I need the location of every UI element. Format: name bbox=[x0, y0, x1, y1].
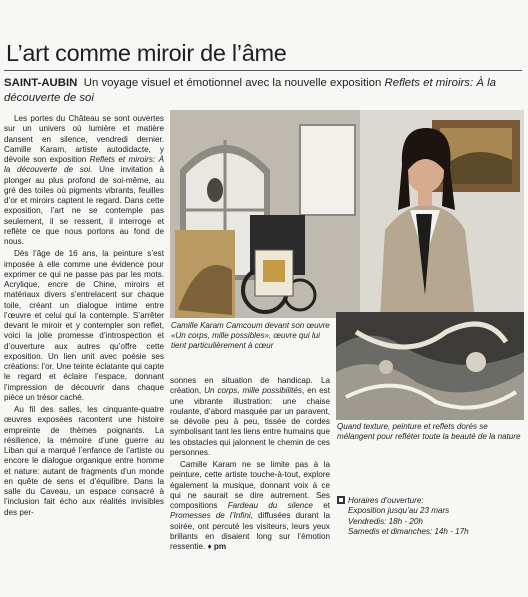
lead-exhibition-title: Reflets et miroirs: À la découverte de soi bbox=[4, 77, 496, 104]
author-signature: ♦ pm bbox=[207, 542, 227, 551]
paragraph-text: Camille Karam ne se limite pas à la peinture, cette artiste touche-à-tout, explore également la musique, donnant voix à ce qui ne saurait se dire autrement. Ses compositions bbox=[170, 460, 330, 510]
friday-hours: Vendredis: 18h - 20h bbox=[348, 516, 423, 526]
lead-place: SAINT-AUBIN bbox=[4, 77, 78, 89]
lead-text: Un voyage visuel et émotionnel avec la nouvelle exposition bbox=[83, 77, 382, 89]
composition-title: Promesses de l’Infini bbox=[170, 511, 251, 521]
headline-rule bbox=[4, 70, 522, 71]
paragraph bbox=[4, 114, 164, 247]
article-column-1 bbox=[4, 114, 164, 520]
headline: L’art comme miroir de l’âme bbox=[6, 40, 287, 66]
paragraph-text: Les portes du Château se sont ouvertes sur un univers où lumière et matière dansent en silence, vendredi dernier. Camille Karam, artiste autodidacte, y dévoile son exposition bbox=[4, 114, 164, 164]
paragraph: Au fil des salles, les cinquante-quatre œuvres exposées racontent une histoire empreinte de thèmes poignants. La résilience, la mémoire d’une guerre au Liban qui a marqué l’enfance de l’artiste ou encore le dialogue organique entre homme et nature: autant de fragments d’un monde en quête de sens et d’équilibre. Dans la salle du Caveau, un espace consacré à l’inclusion fait écho aux réalités invisibles des per- bbox=[4, 405, 164, 517]
exhibition-title: Reflets et miroirs: À la découverte de soi. bbox=[4, 155, 164, 175]
paragraph-text: sonnes en situation de handicap. La création, bbox=[170, 376, 330, 396]
paragraph-text: et bbox=[323, 501, 330, 510]
paragraph bbox=[170, 460, 330, 552]
paragraph bbox=[170, 376, 330, 458]
paragraph-text: Une invitation à plonger au plus profond de soi-même, au gré des toiles où pigments vibrants, feuilles d’or et miroirs captent le regard. Dans cette exposition, l’art ne se contemple pas seulement, il se ressent, il interroge et reflète ce que nous portons au fond de nous. bbox=[4, 165, 164, 246]
paragraph-text: , en est une vibrante illustration: une chaise roulante, d’abord masquée par un paravent, se dévoile peu à peu, tissée de cordes symbolisant tant les liens entre humains que les obstacles qui jalonnent le chemin de ces personnes. bbox=[170, 386, 330, 457]
artist-photo bbox=[170, 110, 524, 318]
weekend-hours: Samedis et dimanches: 14h - 17h bbox=[348, 527, 469, 537]
paragraph-text: , diffusées durant la soirée, ont percuté les visiteurs, leurs yeux brillants en disaient long sur l’émotion ressentie. bbox=[170, 511, 330, 551]
opening-hours-title-line bbox=[337, 496, 523, 506]
artwork-title: Un corps, mille possibilités bbox=[204, 386, 302, 396]
article-column-2 bbox=[170, 376, 330, 554]
artwork-photo bbox=[336, 312, 524, 420]
exhibition-end-date: Exposition jusqu’au 23 mars bbox=[348, 506, 450, 516]
opening-hours-box bbox=[337, 496, 523, 538]
composition-title: Fardeau du silence bbox=[227, 501, 313, 510]
opening-hours-title: Horaires d’ouverture: bbox=[348, 496, 424, 505]
artwork-photo-illustration bbox=[336, 312, 524, 420]
artist-photo-illustration bbox=[170, 110, 524, 318]
photo-caption-1: Camille Karam Camcoum devant son œuvre «Un corps, mille possibles», œuvre qui lui tient particulièrement à cœur bbox=[171, 321, 330, 351]
info-icon bbox=[337, 496, 345, 504]
paragraph: Dès l’âge de 16 ans, la peinture s’est imposée à elle comme une évidence pour exprimer ce qui ne passe pas par les mots. Acrylique, encre de Chine, miroirs et matériaux divers s’entrelacent sur chaque toile, créant un dialogue intime entre l’œuvre et celui qui la contemple. S’arrêter devant le miroir et y contempler son reflet, voici la jolie promesse d’introspection et d’ouverture aux autres qu’offre cette exposition. Un lien unit avec poésie ses créations: l’or. Une teinte éclatante qui capte le regard et éclaire l’espace, donnant l’impression de découvrir dans chaque pièce un trésor caché. bbox=[4, 249, 164, 402]
lead-paragraph bbox=[4, 76, 522, 105]
photo-caption-2: Quand texture, peinture et reflets dorés se mélangent pour refléter toute la beauté de la nature bbox=[337, 422, 521, 442]
